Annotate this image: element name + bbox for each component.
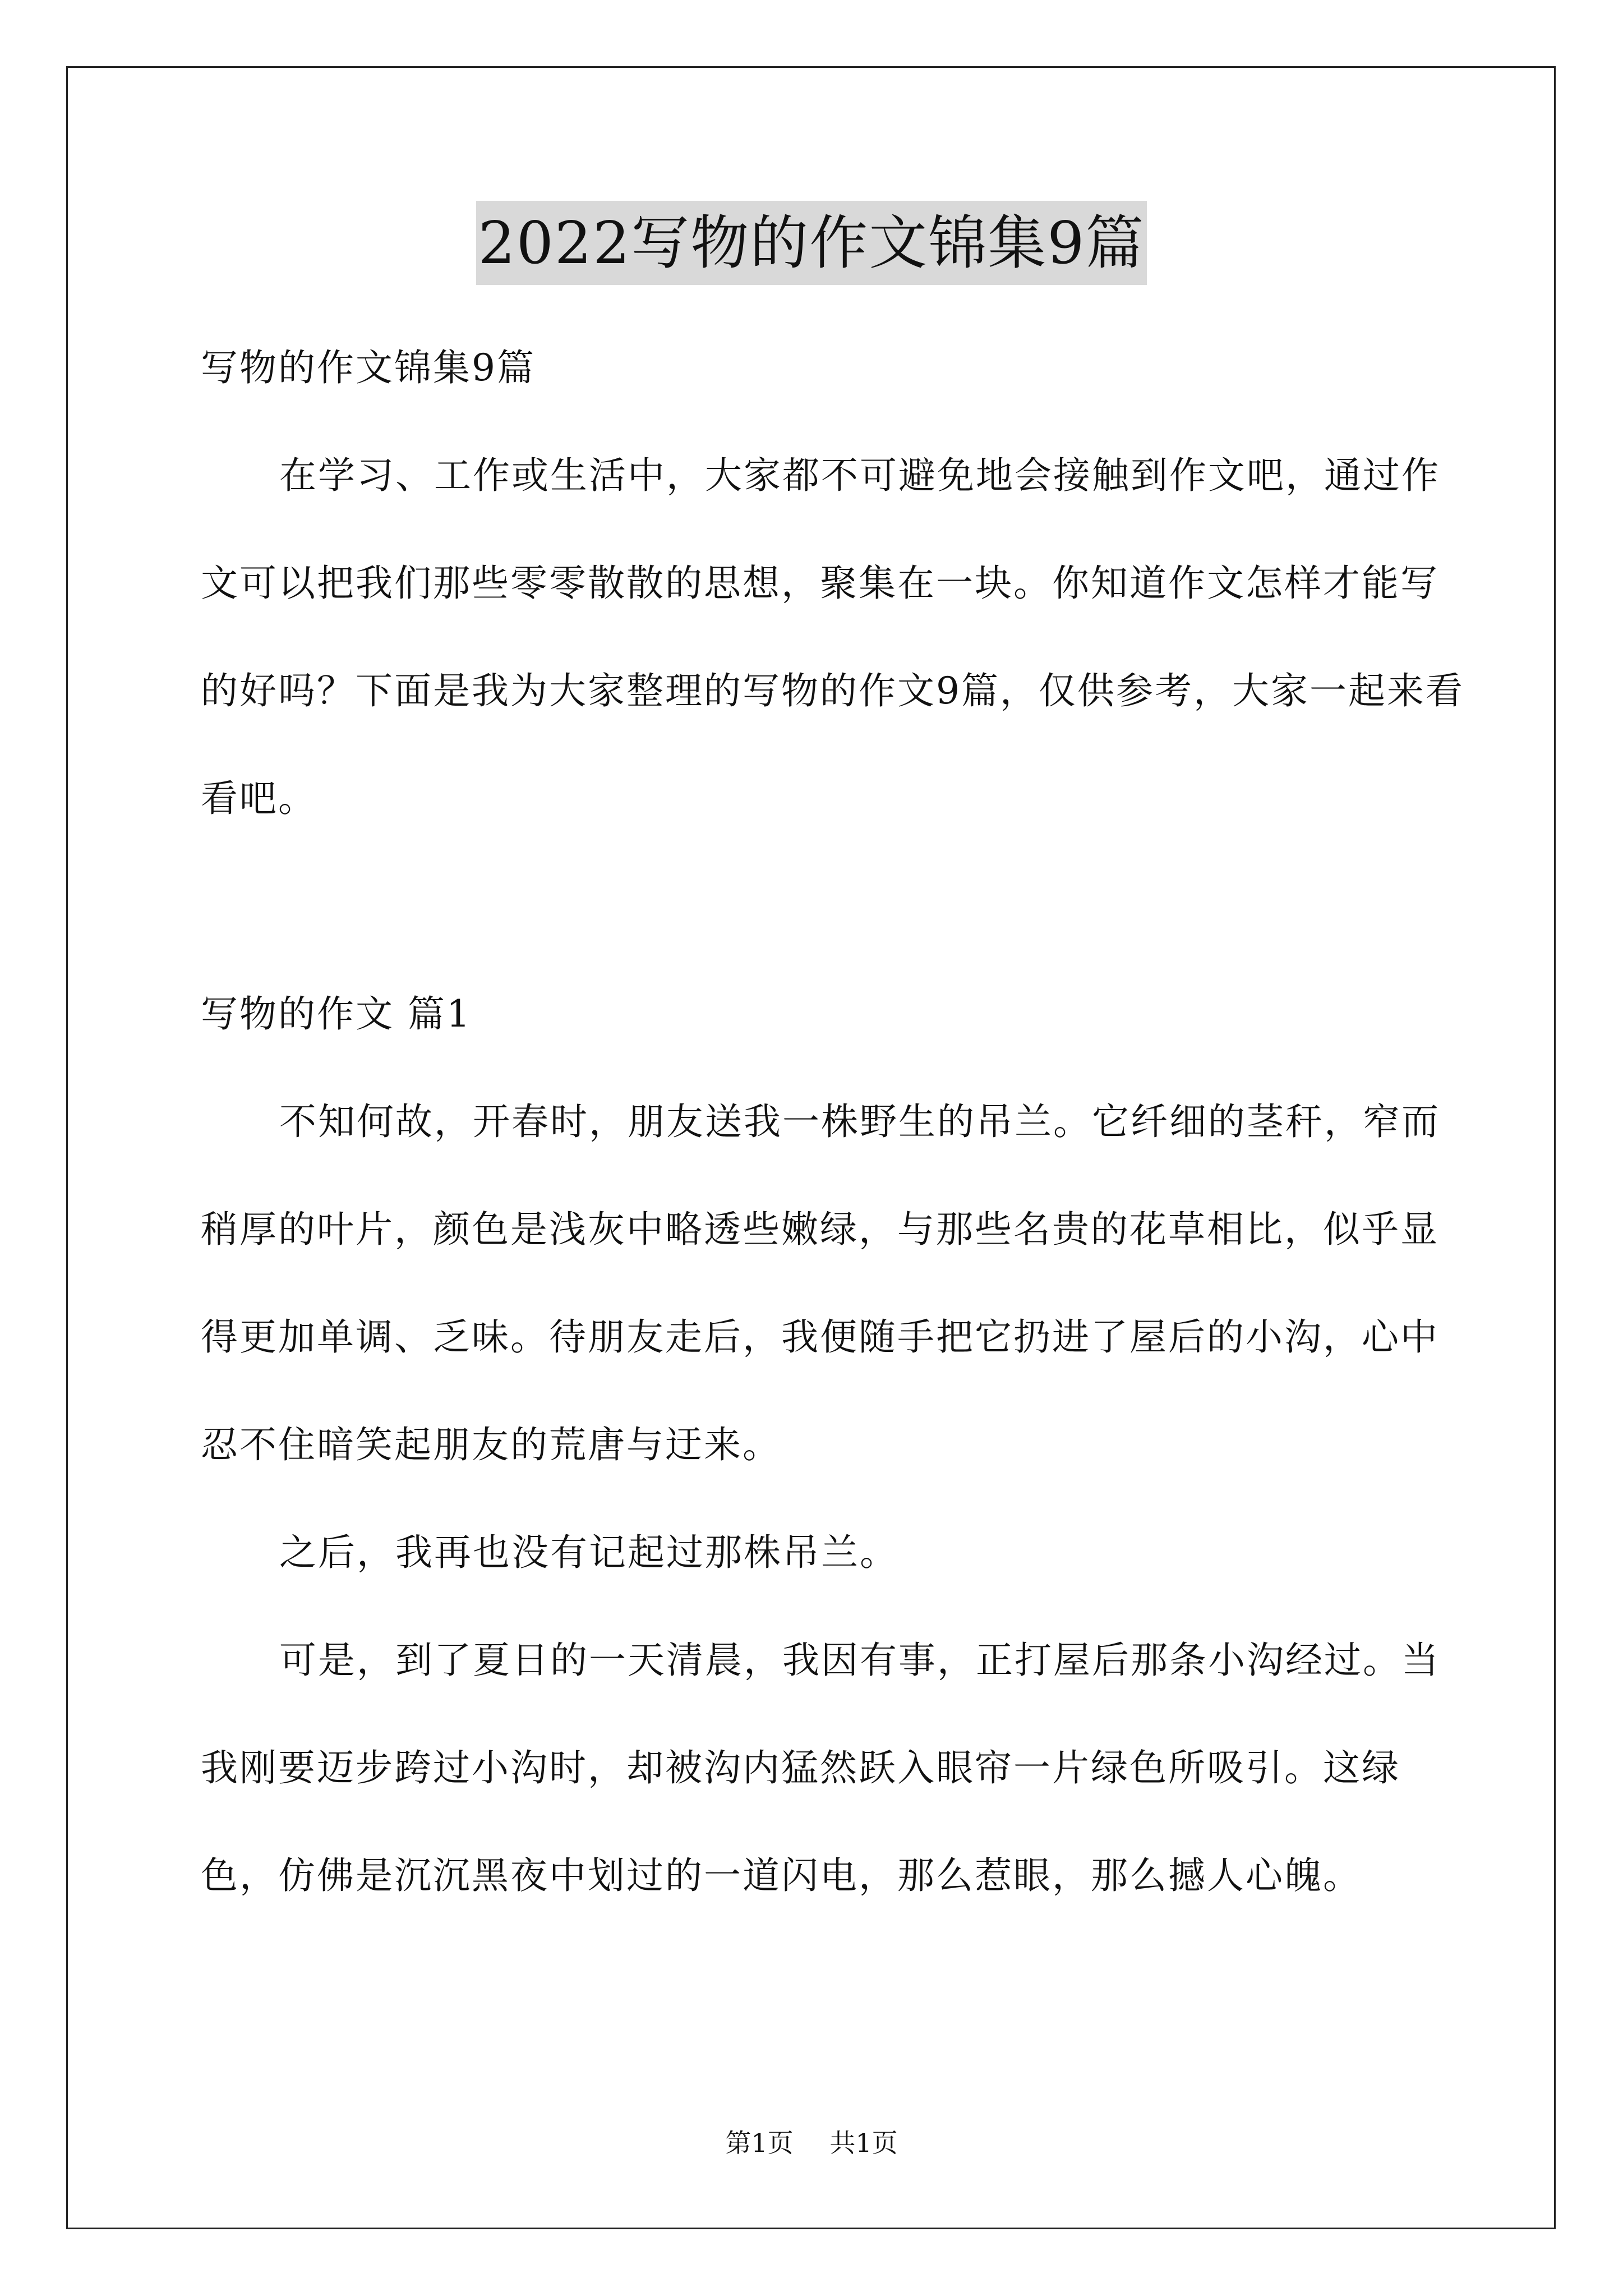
body-paragraph-1: 不知何故，开春时，朋友送我一株野生的吊兰。它纤细的茎秆，窄而稍厚的叶片，颜色是浅灰中略透些嫩绿，与那些名贵的花草相比，似乎显得更加单调、乏味。待朋友走后，我便随手把它扔进了屋后的小沟，心中忍不住暗笑起朋友的荒唐与迂来。 xyxy=(201,1100,1440,1466)
title-container xyxy=(0,201,1623,285)
section-heading: 写物的作文 篇1 xyxy=(201,992,472,1036)
body-paragraph-2: 之后，我再也没有记起过那株吊兰。 xyxy=(279,1531,898,1574)
page-number-total: 共1页 xyxy=(829,2128,898,2158)
body-paragraph-3: 可是，到了夏日的一天清晨，我因有事，正打屋后那条小沟经过。当我刚要迈步跨过小沟时，却被沟内猛然跃入眼帘一片绿色所吸引。这绿色，仿佛是沉沉黑夜中划过的一道闪电，那么惹眼，那么撼人心魄。 xyxy=(201,1639,1440,1897)
intro-paragraph: 在学习、工作或生活中，大家都不可避免地会接触到作文吧，通过作文可以把我们那些零零散散的思想，聚集在一块。你知道作文怎样才能写的好吗？下面是我为大家整理的写物的作文9篇，仅供参考，大家一起来看看吧。 xyxy=(201,454,1464,820)
document-body xyxy=(201,314,1468,1930)
section-gap xyxy=(201,853,1468,960)
document-subtitle: 写物的作文锦集9篇 xyxy=(201,346,536,389)
document-title: 2022写物的作文锦集9篇 xyxy=(476,201,1147,285)
page-footer xyxy=(0,2126,1623,2160)
page-number-current: 第1页 xyxy=(725,2128,794,2158)
